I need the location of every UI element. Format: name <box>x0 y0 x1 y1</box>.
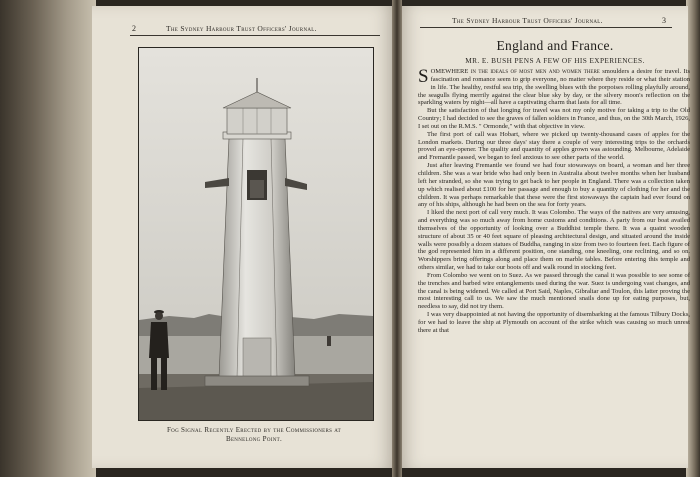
page-number-right: 3 <box>662 16 666 25</box>
page-number-left: 2 <box>132 24 136 33</box>
caption-line-1: Fog Signal Recently Erected by the Commissioners at <box>166 426 341 434</box>
article-paragraph: Just after leaving Fremantle we found we had four stowaways on board, a woman and her three children. She was a war bride who had only been in Australia about twelve months when her husband left her stranded, so she was trying to get back to her people in England. There was a collection taken up which realised about £100 for her passage and enough to buy a quantity of clothing for her and the children. It was perhaps remarkable that these were the first stowaways the captain had ever found on any of his ships, although he had been on the sea for forty years. <box>418 162 690 209</box>
header-rule-left <box>130 35 380 36</box>
article-paragraph: I was very disappointed at not having the opportunity of disembarking at the famous Tilbury Docks, for we had to leave the ship at Plymouth on account of the strike which was causing so much unrest there at that <box>418 311 690 334</box>
book-edge-left <box>0 0 96 477</box>
article-title: England and France. <box>496 38 614 53</box>
drop-cap: S <box>418 68 429 87</box>
header-rule-right <box>420 27 672 28</box>
photo-caption <box>128 426 380 444</box>
article-paragraph: But the satisfaction of that longing for travel was not my only motive for taking a trip to the Old Country; I had decided to see the graves of fallen soldiers in France, and thus, on the 30th March, 1926, I set out on the R.M.S. " Ormonde," with that objective in view. <box>418 107 690 130</box>
caption-line-2: Bennelong Point. <box>225 435 283 443</box>
book-gutter <box>392 0 402 477</box>
article-subtitle: MR. E. BUSH PENS A FEW OF HIS EXPERIENCES. <box>465 56 645 65</box>
article-paragraph: The first port of call was Hobart, where we picked up twenty-thousand cases of apples for the London markets. During our three days' stay there a couple of very interesting trips to the orchards proved an eye-opener. The quality and quantity of apples grown was astounding. Melbourne, Adelaide and Fremantle passed, we began to feel anxious to see other parts of the world. <box>418 130 690 162</box>
article-paragraph-first <box>418 68 690 107</box>
article-body <box>418 68 690 464</box>
article-paragraph: I liked the next port of call very much. It was Colombo. The ways of the natives are very amusing, and everything was so much away from home customs and conditions. A party from our boat availed themselves of the opportunity of looking over a Buddhist temple there. It was a quaint wooden structure of about 35 or 40 feet square of pleasing architectural design, and situated around the inside walls were possibly a dozen statues of Buddha, ranging in size from two to fourteen feet. Each figure of the god represented him in a different position, one standing, one kneeling, one reclining, and so on. Worshippers bring offerings along and place them on marble tables. Before entering this temple and others similar, we had to take our boots off and walk round in stocking feet. <box>418 209 690 272</box>
paragraph-text: smoulders a desire for travel. Its fascination and romance seem to grip everyone, no matter where they reside or what their station in life. The healthy, restful sea trip, the swelling blues with the porpoises rolling playfully around, the seagulls flying merrily against the clear blue sky by day, or the silvery moon's reflection on the sparkling waters by night—all have a captivating charm that lasts for all time. <box>418 68 690 107</box>
article-paragraph: From Colombo we went on to Suez. As we passed through the canal it was possible to see some of the trenches and barbed wire entanglements used during the war. Suez is undergoing vast changes, and the canal is being widened. We called at Port Said, Naples, Gibraltar and Toulon, this latter proving the most interesting call to us. We saw the much mentioned snails done up for eating purposes, but, needless to say, did not try them. <box>418 271 690 311</box>
running-head-left: The Sydney Harbour Trust Officers' Journal. <box>166 24 317 33</box>
opening-words: OMEWHERE in the ideals of most men and women there <box>430 68 600 75</box>
fog-signal-photo <box>138 47 374 421</box>
running-head-right: The Sydney Harbour Trust Officers' Journal. <box>452 16 603 25</box>
